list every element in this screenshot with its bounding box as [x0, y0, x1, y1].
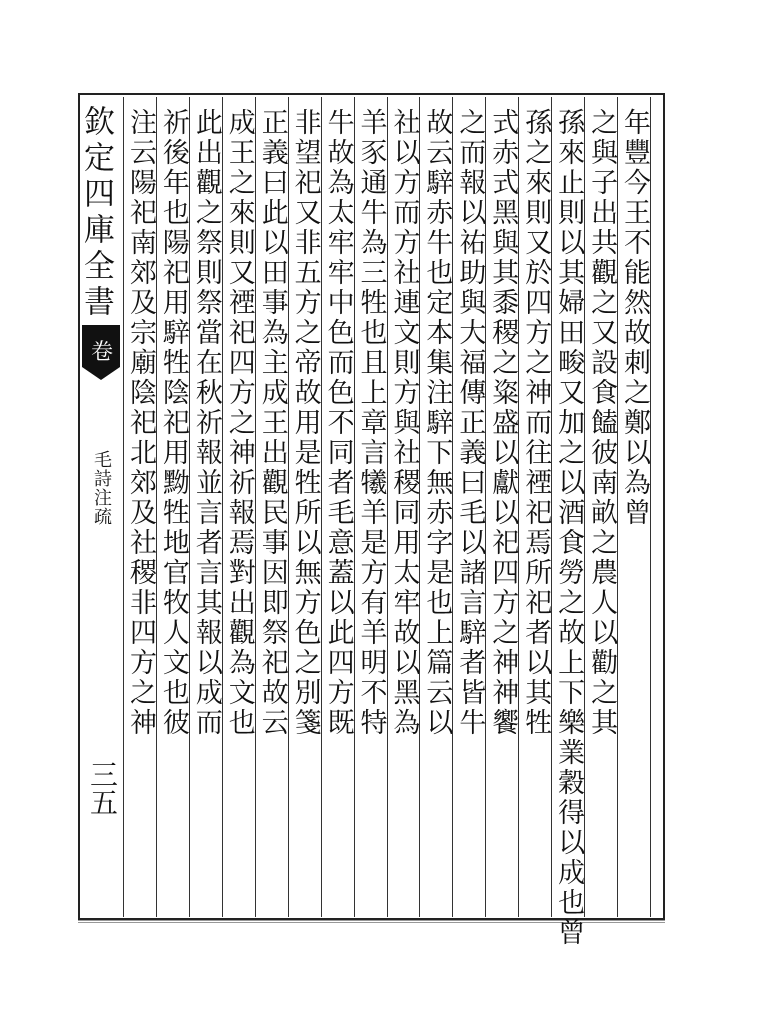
column-rule — [354, 97, 355, 917]
column-rule — [255, 97, 256, 917]
column-rule — [222, 97, 223, 917]
column-rule — [551, 97, 552, 917]
column-rule — [419, 97, 420, 917]
page-number: 三五 — [86, 760, 119, 816]
text-column: 故云騂赤牛也定本集注騂下無赤字是也上篇云以 — [421, 108, 453, 738]
text-column: 孫來止則以其婦田畯又加之以酒食勞之故上下樂業穀得以成也曾 — [553, 108, 585, 948]
text-column: 之與子出共觀之又設食饁彼南畝之農人以勸之其 — [586, 108, 618, 738]
text-column: 正義曰此以田事為主成王出觀民事因即祭祀故云 — [256, 108, 288, 738]
column-rule — [387, 97, 388, 917]
text-column: 之而報以祐助與大福傳正義曰毛以諸言騂者皆牛 — [454, 108, 486, 738]
margin-title: 欽定四庫全書 — [78, 105, 114, 321]
juan-label: 卷 — [90, 340, 113, 365]
column-rule — [189, 97, 190, 917]
column-rule — [584, 97, 585, 917]
column-rule — [288, 97, 289, 917]
column-rule — [518, 97, 519, 917]
text-column: 羊豕通牛為三牲也且上章言犧羊是方有羊明不特 — [355, 108, 387, 738]
column-rule — [617, 97, 618, 917]
text-column: 非望祀又非五方之帝故用是牲所以無方色之別箋 — [289, 108, 321, 738]
text-column: 年豐今王不能然故刺之鄭以為曾 — [619, 108, 650, 528]
text-column: 孫之來則又於四方之神而往禋祀焉所祀者以其牲 — [520, 108, 552, 738]
column-rule — [485, 97, 486, 917]
book-name: 毛詩注疏 — [91, 450, 112, 526]
column-rule — [650, 97, 651, 917]
text-column: 注云陽祀南郊及宗廟陰祀北郊及社稷非四方之神 — [124, 108, 156, 738]
text-column: 式赤式黑與其黍稷之粢盛以獻以祀四方之神神饗 — [487, 108, 519, 738]
text-column: 社以方而方社連文則方與社稷同用太牢故以黑為 — [388, 108, 420, 738]
text-column: 此出觀之祭則祭當在秋祈報並言者言其報以成而 — [190, 108, 222, 738]
column-rule — [452, 97, 453, 917]
column-rule — [156, 97, 157, 917]
text-column: 牛故為太牢牢中色而色不同者毛意蓋以此四方既 — [322, 108, 354, 738]
text-column: 祈後年也陽祀用騂牲陰祀用黝牲地官牧人文也彼 — [157, 108, 189, 738]
column-rule — [123, 97, 124, 917]
text-column: 成王之來則又禋祀四方之神祈報焉對出觀為文也 — [223, 108, 255, 738]
column-rule — [321, 97, 322, 917]
